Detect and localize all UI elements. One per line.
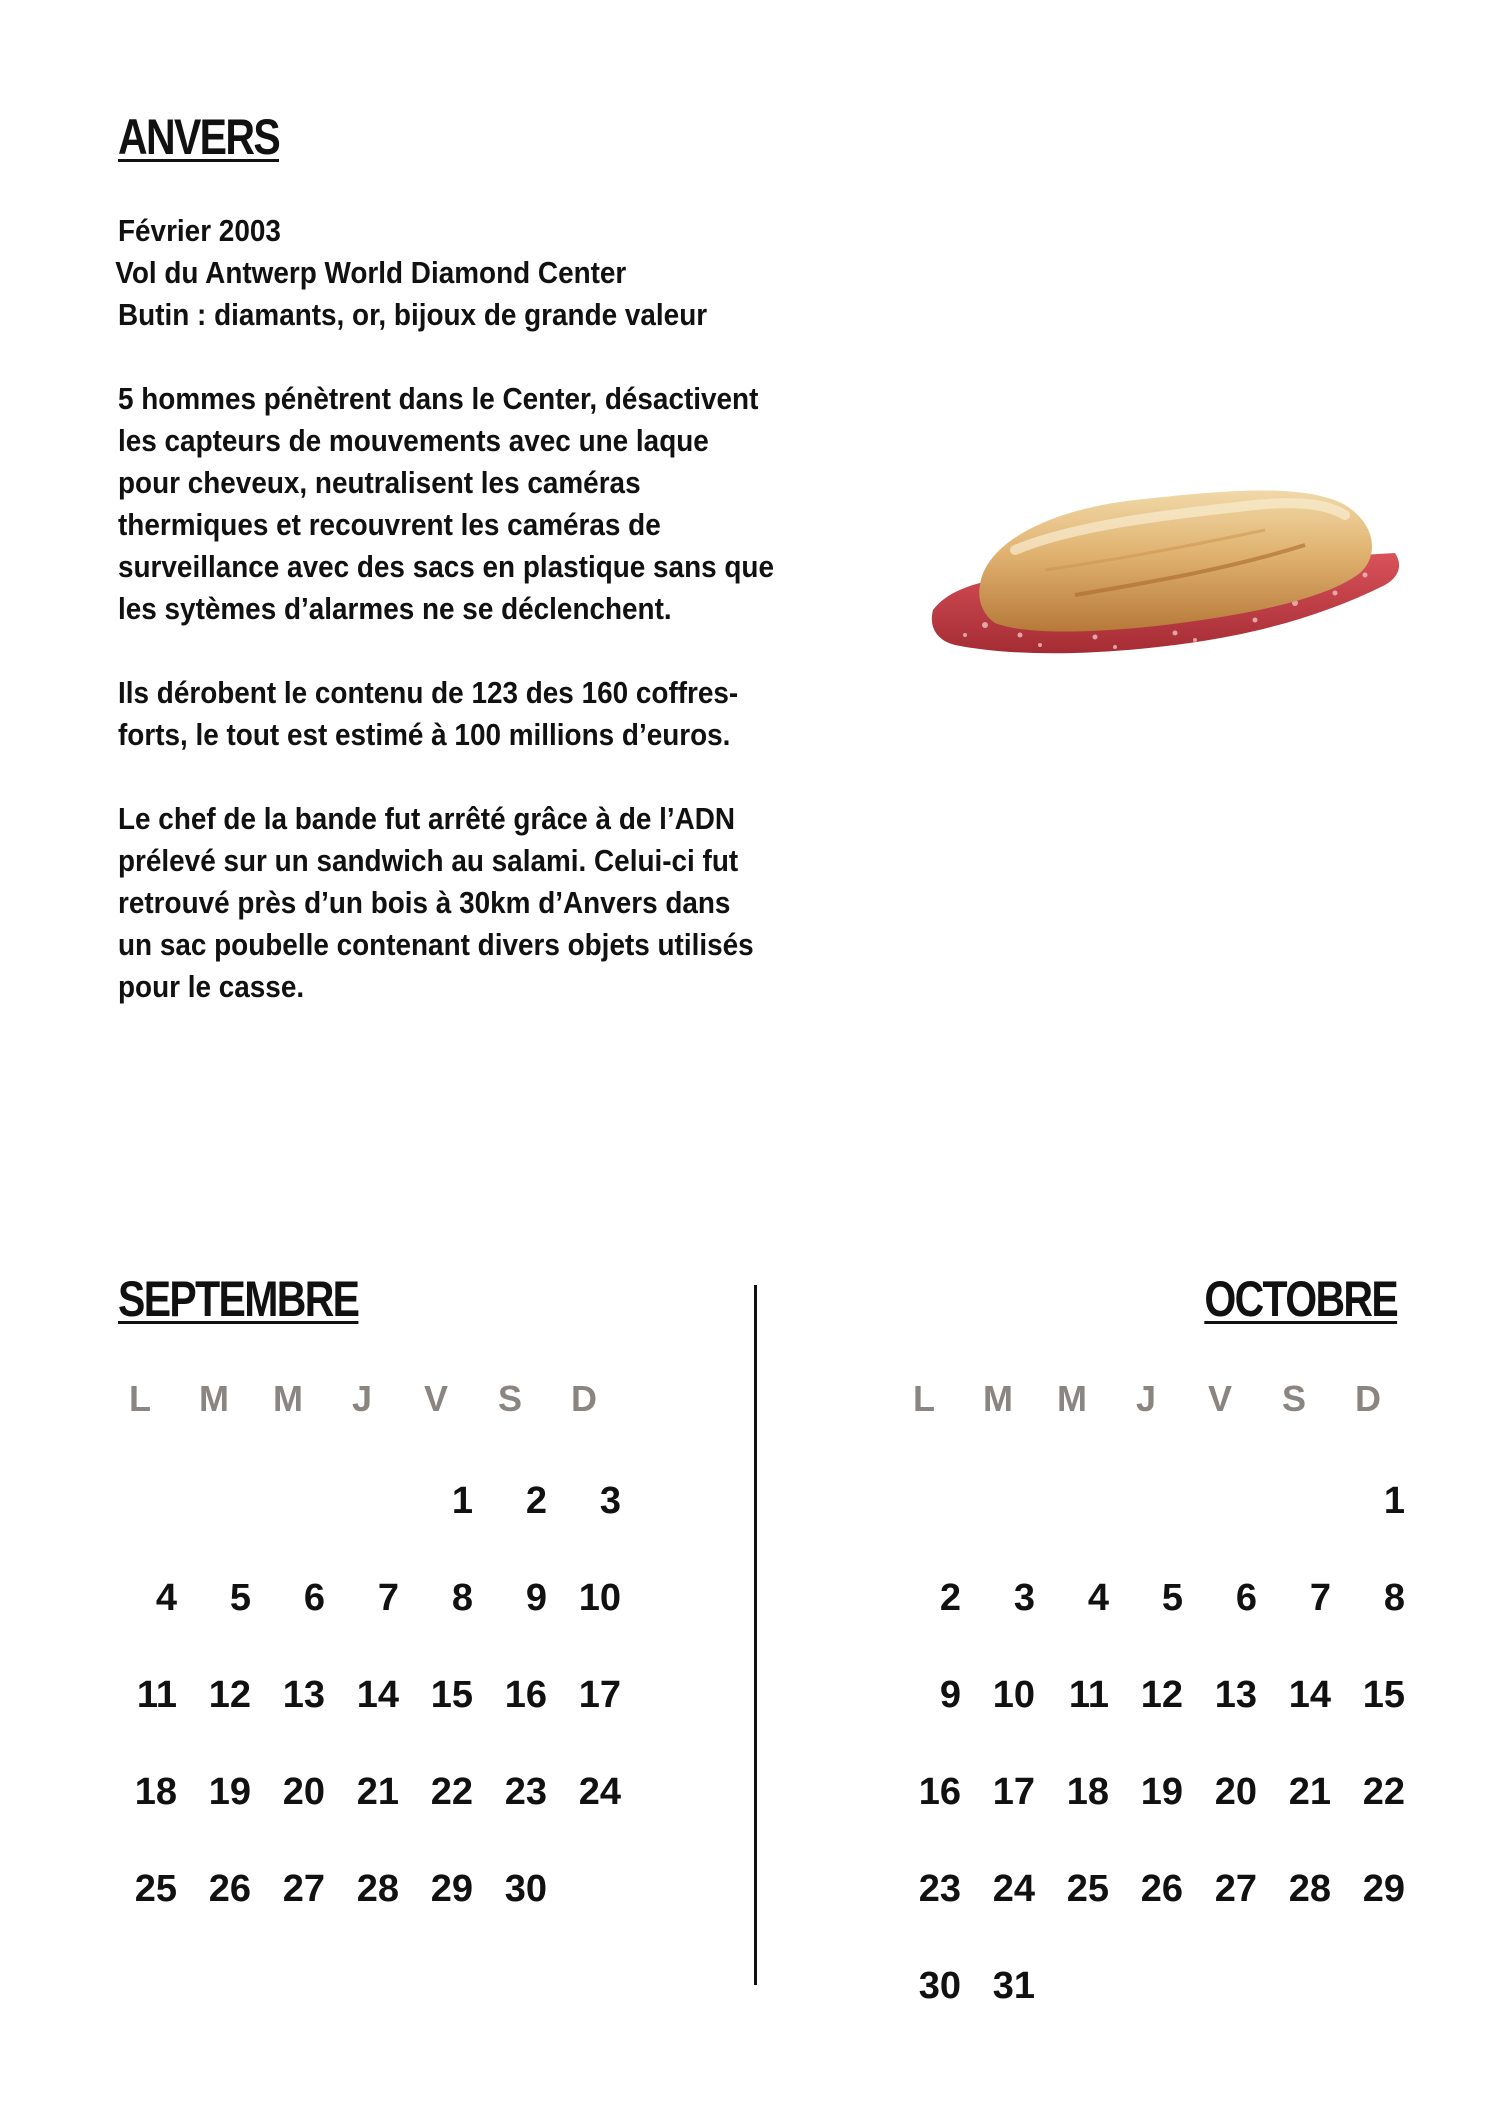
calendar-day: 15 xyxy=(430,1674,473,1716)
day-name-header: D xyxy=(571,1378,597,1419)
calendar-day: 28 xyxy=(1288,1868,1331,1910)
calendar-day: 27 xyxy=(1214,1868,1257,1910)
calendar-day: 9 xyxy=(939,1674,961,1716)
day-name-header: M xyxy=(273,1378,303,1419)
paragraph-loot xyxy=(118,672,766,756)
calendar-day: 20 xyxy=(1214,1771,1257,1813)
text-line: les sytèmes d’alarmes ne se déclenchent. xyxy=(118,591,672,626)
calendar-day: 8 xyxy=(451,1577,473,1619)
calendar-day: 27 xyxy=(282,1868,325,1910)
text-line: pour le casse. xyxy=(118,969,305,1004)
date-line: Février 2003 xyxy=(118,213,281,248)
calendar-day: 12 xyxy=(208,1674,251,1716)
calendar-divider xyxy=(754,1285,757,1985)
calendar-day: 8 xyxy=(1383,1577,1405,1619)
calendar-day: 26 xyxy=(1140,1868,1183,1910)
day-name-header: M xyxy=(983,1378,1013,1419)
calendar-day: 23 xyxy=(918,1868,961,1910)
calendar-day: 14 xyxy=(1288,1674,1331,1716)
calendar-day: 25 xyxy=(134,1868,177,1910)
calendar-day: 29 xyxy=(430,1868,473,1910)
calendar-day: 18 xyxy=(1066,1771,1109,1813)
calendar-day: 7 xyxy=(377,1577,399,1619)
calendar-day: 21 xyxy=(1288,1771,1331,1813)
calendar-day: 5 xyxy=(229,1577,251,1619)
text-line: un sac poubelle contenant divers objets utilisés xyxy=(118,927,754,962)
calendar-day: 17 xyxy=(992,1771,1035,1813)
calendar-day: 5 xyxy=(1161,1577,1183,1619)
calendar-day: 1 xyxy=(1383,1480,1405,1522)
calendar-day: 1 xyxy=(451,1480,473,1522)
calendar-day: 11 xyxy=(1068,1674,1109,1716)
day-name-header: V xyxy=(1207,1378,1232,1419)
month-title-october: OCTOBRE xyxy=(1204,1271,1397,1327)
calendar-day: 20 xyxy=(282,1771,325,1813)
calendar-day: 2 xyxy=(939,1577,961,1619)
text-line: surveillance avec des sacs en plastique sans que xyxy=(118,549,775,584)
calendar-day: 4 xyxy=(1087,1577,1109,1619)
calendar-day: 26 xyxy=(208,1868,251,1910)
calendar-day: 2 xyxy=(525,1480,547,1522)
calendar-day: 6 xyxy=(303,1577,325,1619)
calendar-day: 13 xyxy=(1214,1674,1257,1716)
calendar-day: 22 xyxy=(430,1771,473,1813)
day-name-header: S xyxy=(1281,1378,1306,1419)
calendar-day: 21 xyxy=(356,1771,399,1813)
calendar-day: 10 xyxy=(578,1577,621,1619)
day-name-header: J xyxy=(1135,1378,1157,1419)
calendar-day: 9 xyxy=(525,1577,547,1619)
text-line: thermiques et recouvrent les caméras de xyxy=(118,507,661,542)
text-line: 5 hommes pénètrent dans le Center, désactivent xyxy=(118,381,759,416)
text-line: prélevé sur un sandwich au salami. Celui-ci fut xyxy=(118,843,739,878)
calendar-day: 4 xyxy=(155,1577,177,1619)
calendar-day: 29 xyxy=(1362,1868,1405,1910)
calendar-day: 7 xyxy=(1309,1577,1331,1619)
calendar-day: 3 xyxy=(1013,1577,1035,1619)
story-text xyxy=(115,210,775,1008)
text-line: retrouvé près d’un bois à 30km d’Anvers dans xyxy=(118,885,731,920)
calendar-day: 19 xyxy=(1140,1771,1183,1813)
calendar-day: 19 xyxy=(208,1771,251,1813)
text-line: les capteurs de mouvements avec une laque xyxy=(118,423,709,458)
day-name-header: M xyxy=(199,1378,229,1419)
calendar-day: 17 xyxy=(578,1674,621,1716)
text-line: Ils dérobent le contenu de 123 des 160 coffres- xyxy=(118,675,739,710)
day-name-header: L xyxy=(129,1378,151,1419)
calendar-day: 23 xyxy=(504,1771,547,1813)
day-name-header: L xyxy=(913,1378,935,1419)
salami-sandwich-image xyxy=(925,475,1405,675)
paragraph-arrest xyxy=(118,798,766,1008)
calendar-day: 30 xyxy=(918,1965,961,2007)
month-title-september: SEPTEMBRE xyxy=(118,1271,359,1327)
loot-line: Butin : diamants, or, bijoux de grande valeur xyxy=(118,297,708,332)
day-name-header: J xyxy=(351,1378,373,1419)
heist-name-line: Vol du Antwerp World Diamond Center xyxy=(115,255,627,290)
calendar-day: 15 xyxy=(1362,1674,1405,1716)
calendar-day: 18 xyxy=(134,1771,177,1813)
calendar-day: 31 xyxy=(992,1965,1035,2007)
calendar-day: 10 xyxy=(992,1674,1035,1716)
text-line: pour cheveux, neutralisent les caméras xyxy=(118,465,641,500)
text-line: forts, le tout est estimé à 100 millions d’euros. xyxy=(118,717,731,752)
page-title: ANVERS xyxy=(118,109,280,165)
text-line: Le chef de la bande fut arrêté grâce à de l’ADN xyxy=(118,801,736,836)
day-name-header: D xyxy=(1355,1378,1381,1419)
calendar-day: 22 xyxy=(1362,1771,1405,1813)
calendar-day: 16 xyxy=(504,1674,547,1716)
calendar-day: 3 xyxy=(599,1480,621,1522)
calendar-day: 28 xyxy=(356,1868,399,1910)
day-name-header: V xyxy=(423,1378,448,1419)
calendar-day: 24 xyxy=(578,1771,621,1813)
calendar-day: 14 xyxy=(356,1674,399,1716)
calendar-day: 30 xyxy=(504,1868,547,1910)
calendar-day: 12 xyxy=(1140,1674,1183,1716)
calendar-day: 25 xyxy=(1066,1868,1109,1910)
calendar-day: 16 xyxy=(918,1771,961,1813)
calendar-day: 11 xyxy=(136,1674,177,1716)
calendar-day: 24 xyxy=(992,1868,1035,1910)
day-name-header: M xyxy=(1057,1378,1087,1419)
paragraph-break-in xyxy=(118,378,775,630)
calendar-day: 6 xyxy=(1235,1577,1257,1619)
day-name-header: S xyxy=(497,1378,522,1419)
calendar-day: 13 xyxy=(282,1674,325,1716)
